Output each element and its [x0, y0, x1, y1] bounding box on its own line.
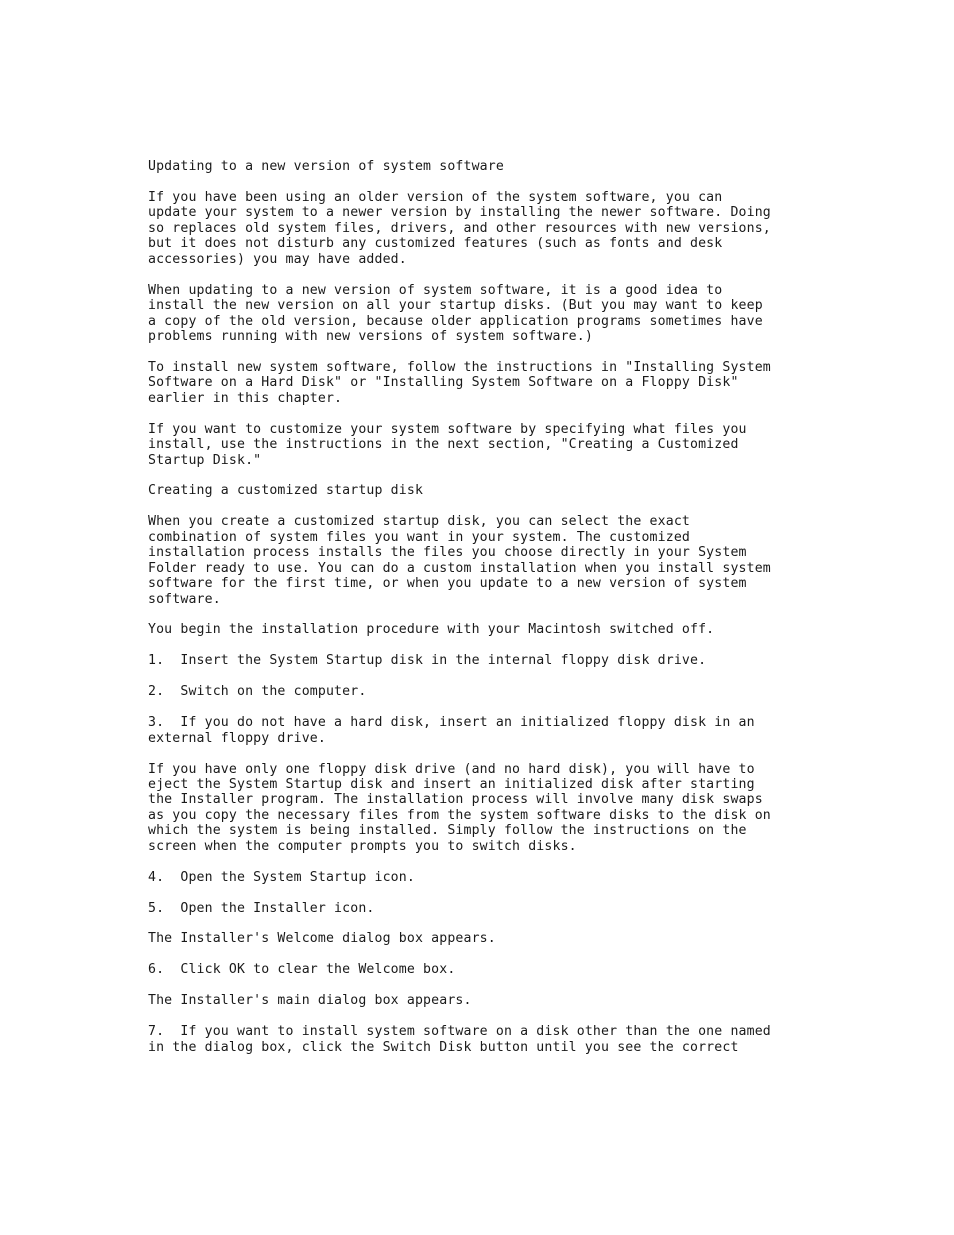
- step-2: 2. Switch on the computer.: [148, 684, 367, 700]
- step-4: 4. Open the System Startup icon.: [148, 869, 415, 885]
- paragraph-welcome-appears: The Installer's Welcome dialog box appears.: [148, 931, 496, 947]
- step-5: 5. Open the Installer icon.: [148, 900, 375, 916]
- step-6: 6. Click OK to clear the Welcome box.: [148, 962, 456, 978]
- paragraph-customized-intro: When you create a customized startup disk, you can select the exact combination of system files you want in your system. The customized installation process installs the files you choose directly in your System Folder ready to use. You can do a custom installation when you install system software for the first time, or when you update to a new version of system software.: [148, 514, 771, 607]
- step-3: 3. If you do not have a hard disk, insert an initialized floppy disk in an external floppy drive.: [148, 715, 755, 746]
- step-1: 1. Insert the System Startup disk in the internal floppy disk drive.: [148, 653, 707, 669]
- step-7: 7. If you want to install system software on a disk other than the one named in the dialog box, click the Switch Disk button until you see the correct: [148, 1024, 771, 1055]
- paragraph-begin-procedure: You begin the installation procedure with your Macintosh switched off.: [148, 622, 715, 638]
- paragraph-update-advice: When updating to a new version of system software, it is a good idea to install the new version on all your startup disks. (But you may want to keep a copy of the old version, because older application programs sometimes have problems running with new versions of system software.): [148, 282, 763, 344]
- paragraph-install-reference: To install new system software, follow the instructions in "Installing System Software on a Hard Disk" or "Installing System Software on a Floppy Disk" earlier in this chapter.: [148, 359, 771, 406]
- section-heading-customized: Creating a customized startup disk: [148, 483, 424, 499]
- paragraph-customize-reference: If you want to customize your system software by specifying what files you install, use the instructions in the next section, "Creating a Customized Startup Disk.": [148, 421, 747, 468]
- document-page: [148, 159, 848, 1070]
- paragraph-main-dialog-appears: The Installer's main dialog box appears.: [148, 993, 472, 1009]
- paragraph-update-intro: If you have been using an older version of the system software, you can update your system to a newer version by installing the newer software. Doing so replaces old system files, drivers, and other resources with new versions, but it does not disturb any customized features (such as fonts and desk accessories) you may have added.: [148, 189, 771, 267]
- section-heading-updating: Updating to a new version of system software: [148, 159, 504, 174]
- paragraph-single-drive-note: If you have only one floppy disk drive (and no hard disk), you will have to eject the System Startup disk and insert an initialized disk after starting the Installer program. The installation process will involve many disk swaps as you copy the necessary files from the system software disks to the disk on which the system is being installed. Simply follow the instructions on the screen when the computer prompts you to switch disks.: [148, 761, 771, 854]
